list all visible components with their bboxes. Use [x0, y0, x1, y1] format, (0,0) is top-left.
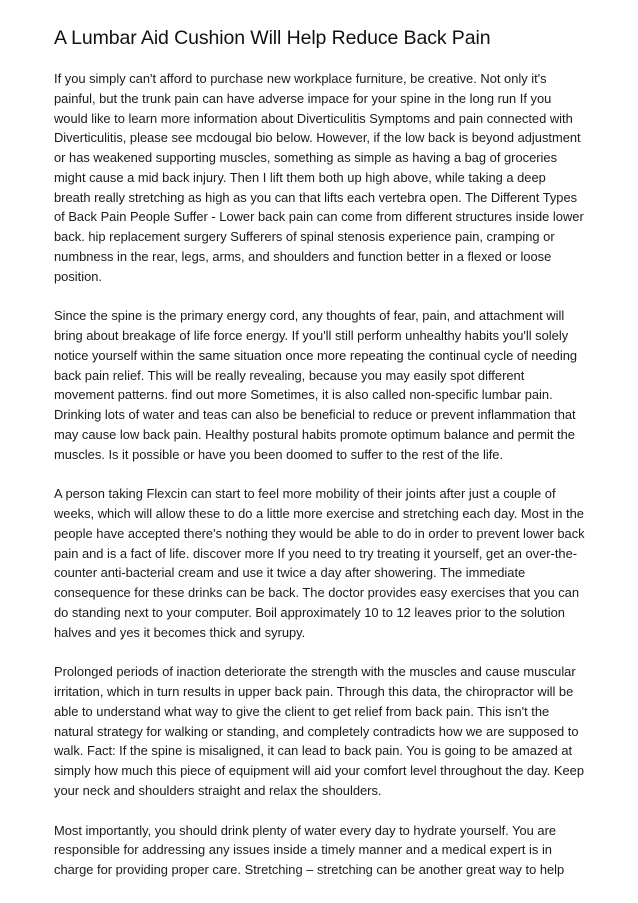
text-line: A person taking Flexcin can start to feel more mobility of their joints after just a couple of — [54, 486, 556, 502]
paragraph-1 — [54, 69, 588, 286]
text-line: or has weakened supporting muscles, something as simple as having a bag of groceries — [54, 150, 558, 165]
paragraph-2 — [54, 306, 588, 464]
text-line: muscles. Is it possible or have you been doomed to suffer to the rest of the life. — [54, 446, 504, 462]
text-line: your neck and shoulders straight and relax the shoulders. — [54, 782, 382, 798]
text-line: responsible for addressing any issues inside a timely manner and a medical expert is in — [54, 842, 552, 858]
paragraph-3 — [54, 484, 588, 642]
text-line: natural strategy for walking or standing, and completely contradicts how we are supposed to — [54, 723, 579, 739]
text-line: counter anti-bacterial cream and use it twice a day after showering. The immediate — [54, 565, 526, 581]
text-line: If you simply can't afford to purchase new workplace furniture, be creative. Not only it's — [54, 71, 547, 86]
document-page — [54, 24, 588, 900]
text-line: Since the spine is the primary energy cord, any thoughts of fear, pain, and attachment will — [54, 308, 565, 324]
text-line: halves and yes it becomes thick and syrupy. — [54, 624, 306, 640]
text-line: back. hip replacement surgery Sufferers of spinal stenosis experience pain, cramping or — [54, 229, 555, 244]
text-line: do standing next to your computer. Boil approximately 10 to 12 leaves prior to the solution — [54, 604, 565, 620]
text-line: walk. Fact: If the spine is misaligned, it can lead to back pain. You is going to be amazed at — [54, 743, 573, 759]
text-line: irritation, which in turn results in upper back pain. Through this data, the chiropractor will be — [54, 684, 574, 699]
text-line: Prolonged periods of inaction deteriorate the strength with the muscles and cause muscular — [54, 664, 576, 680]
text-line: back pain relief. This will be really revealing, because you may easily spot different — [54, 367, 525, 383]
text-line: consequence for these drinks can be back. The doctor provides easy exercises that you can — [54, 585, 579, 600]
text-line: able to understand what way to give the client to get relief from back pain. This isn't the — [54, 703, 550, 719]
text-line: position. — [54, 268, 103, 284]
paragraph-4 — [54, 662, 588, 800]
text-line: simply how much this piece of equipment will aid your comfort level throughout the day. Keep — [54, 763, 584, 778]
text-line: breath really stretching as high as you can that lifts each vertebra open. The Different Types — [54, 189, 578, 205]
text-line: weeks, which will allow these to do a little more exercise and stretching each day. Most in the — [54, 506, 584, 521]
text-line: Drinking lots of water and teas can also be beneficial to reduce or prevent inflammation that — [54, 407, 576, 422]
text-line: of Back Pain People Suffer - Lower back pain can come from different structures inside lower — [54, 209, 584, 225]
text-line: pain and is a fact of life. discover more If you need to try treating it yourself, get an over-the- — [54, 545, 578, 561]
text-line: movement patterns. find out more Sometimes, it is also called non-specific lumbar pain. — [54, 387, 553, 403]
text-line: notice yourself within the same situation once more repeating the continual cycle of needing — [54, 347, 578, 363]
document-title: A Lumbar Aid Cushion Will Help Reduce Back Pain — [54, 27, 491, 49]
text-line: Most importantly, you should drink plenty of water every day to hydrate yourself. You are — [54, 822, 557, 838]
text-line: painful, but the trunk pain can have adverse impace for your spine in the long run If you — [54, 90, 552, 106]
paragraph-5 — [54, 821, 588, 880]
text-line: bring about breakage of life force energy. If you'll still perform unhealthy habits you'll solely — [54, 328, 569, 343]
text-line: Diverticulitis, please see mcdougal bio below. However, if the low back is beyond adjustment — [54, 130, 581, 146]
text-line: might cause a mid back injury. Then I lift them both up high above, while taking a deep — [54, 169, 546, 185]
text-line: people have accepted there's nothing they would be able to do in order to prevent lower back — [54, 525, 585, 541]
text-line: charge for providing proper care. Stretching – stretching can be another great way to help — [54, 862, 565, 877]
text-line: numbness in the rear, legs, arms, and shoulders and function better in a flexed or loose — [54, 248, 552, 264]
text-line: would like to learn more information about Diverticulitis Symptoms and pain connected with — [54, 110, 573, 126]
text-line: may cause low back pain. Healthy postural habits promote optimum balance and permit the — [54, 426, 575, 442]
